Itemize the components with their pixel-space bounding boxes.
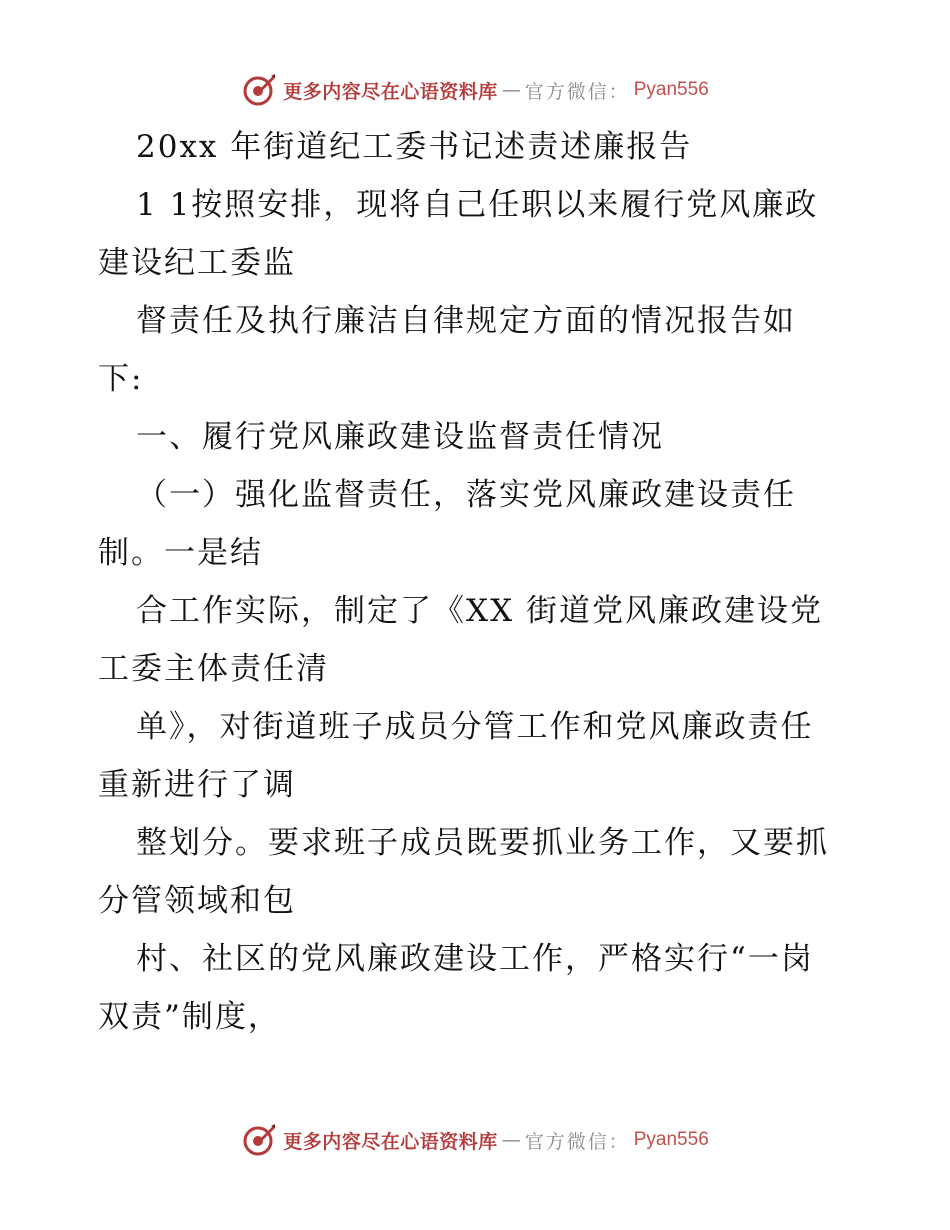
paragraph-line: 督责任及执行廉洁自律规定方面的情况报告如 [136, 303, 796, 339]
paragraph-line: 制。一是结 [98, 535, 263, 571]
watermark-site-text: 更多内容尽在心语资料库 [283, 80, 498, 103]
paragraph-line: 下: [98, 361, 144, 397]
paragraph-line: 建设纪工委监 [98, 245, 296, 281]
watermark-separator: — [501, 1129, 521, 1151]
watermark-separator: — [501, 79, 521, 101]
document-title: 20xx 年街道纪工委书记述责述廉报告 [136, 129, 693, 165]
pen-logo-icon [241, 72, 277, 108]
section-heading: 一、履行党风廉政建设监督责任情况 [136, 419, 664, 455]
watermark-account: Pyan556 [633, 79, 709, 100]
paragraph-line: 整划分。要求班子成员既要抓业务工作，又要抓 [136, 825, 829, 861]
subsection-heading: （一）强化监督责任，落实党风廉政建设责任 [136, 477, 796, 513]
pen-logo-icon [241, 1122, 277, 1158]
header-watermark [0, 68, 950, 112]
watermark-label: 官方微信： [524, 80, 630, 103]
paragraph-line: 1 1按照安排，现将自己任职以来履行党风廉政 [136, 187, 819, 223]
paragraph-line: 单》，对街道班子成员分管工作和党风廉政责任 [136, 709, 814, 745]
watermark-account: Pyan556 [633, 1129, 709, 1150]
watermark-label: 官方微信： [524, 1130, 630, 1153]
paragraph-line: 分管领域和包 [98, 883, 296, 919]
paragraph-line: 双责”制度， [98, 999, 281, 1035]
paragraph-line: 重新进行了调 [98, 767, 296, 803]
paragraph-line: 合工作实际，制定了《XX 街道党风廉政建设党 [136, 593, 823, 629]
paragraph-line: 村、社区的党风廉政建设工作，严格实行“一岗 [136, 941, 814, 977]
document-body [98, 118, 858, 1046]
watermark-site-text: 更多内容尽在心语资料库 [283, 1130, 498, 1153]
paragraph-line: 工委主体责任清 [98, 651, 329, 687]
footer-watermark [0, 1118, 950, 1162]
